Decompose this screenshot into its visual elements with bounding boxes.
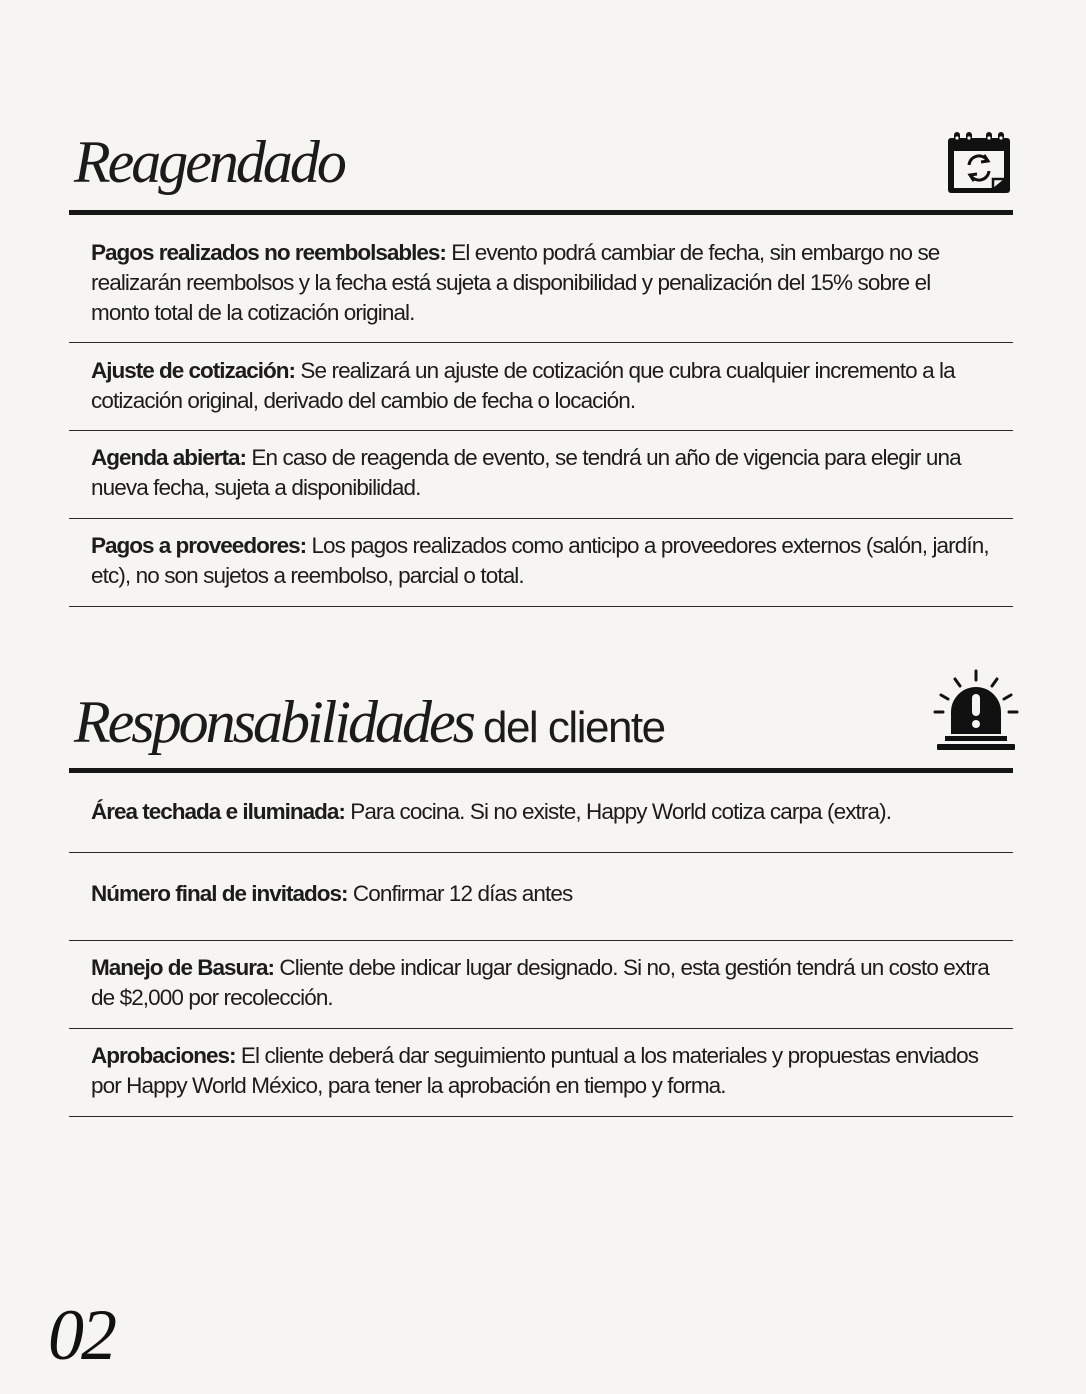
list-item: [69, 1041, 1013, 1117]
item-text: Para cocina. Si no existe, Happy World cotiza carpa (extra).: [344, 799, 892, 824]
item-text: Confirmar 12 días antes: [347, 881, 573, 906]
item-term: Ajuste de cotización:: [91, 358, 296, 383]
item-term: Número final de invitados:: [91, 881, 348, 906]
responsabilidades-title: [74, 688, 665, 757]
page-number: 02: [48, 1295, 114, 1375]
item-term: Pagos a proveedores:: [91, 533, 307, 558]
list-item: [69, 953, 1013, 1029]
item-term: Manejo de Basura:: [91, 955, 275, 980]
list-item: [69, 879, 1013, 941]
item-term: Área techada e iluminada:: [91, 799, 345, 824]
calendar-reschedule-icon: [945, 129, 1013, 197]
item-term: Aprobaciones:: [91, 1043, 236, 1068]
item-term: Agenda abierta:: [91, 445, 247, 470]
reagendado-title: Reagendado: [74, 129, 344, 195]
list-item: [69, 356, 1013, 431]
list-item: [69, 443, 1013, 519]
item-text: Se realizará un ajuste de cotización que cubra cualquier incremento a la cotización original, derivado del cambio de fecha o locación.: [91, 358, 955, 413]
item-term: Pagos realizados no reembolsables:: [91, 240, 446, 265]
list-item: [69, 238, 1013, 343]
list-item: [69, 531, 1013, 607]
title-italic: Responsabilidades: [74, 689, 473, 755]
item-text: El cliente deberá dar seguimiento puntual a los materiales y propuestas enviados por Happy World México, para tener la aprobación en tiempo y forma.: [91, 1043, 979, 1098]
title-plain: del cliente: [482, 703, 665, 752]
item-text: Los pagos realizados como anticipo a proveedores externos (salón, jardín, etc), no son sujetos a reembolso, parcial o total.: [91, 533, 989, 588]
list-item: [69, 797, 1013, 853]
item-text: Cliente debe indicar lugar designado. Si no, esta gestión tendrá un costo extra de $2,000 por recolección.: [91, 955, 989, 1010]
reagendado-divider: [69, 210, 1013, 215]
alarm-warning-icon: [933, 668, 1019, 754]
item-text: En caso de reagenda de evento, se tendrá un año de vigencia para elegir una nueva fecha, sujeta a disponibilidad.: [91, 445, 961, 500]
item-text: El evento podrá cambiar de fecha, sin embargo no se realizarán reembolsos y la fecha está sujeta a disponibilidad y penalización del 15% sobre el monto total de la cotización original.: [91, 240, 940, 325]
responsabilidades-divider: [69, 768, 1013, 773]
